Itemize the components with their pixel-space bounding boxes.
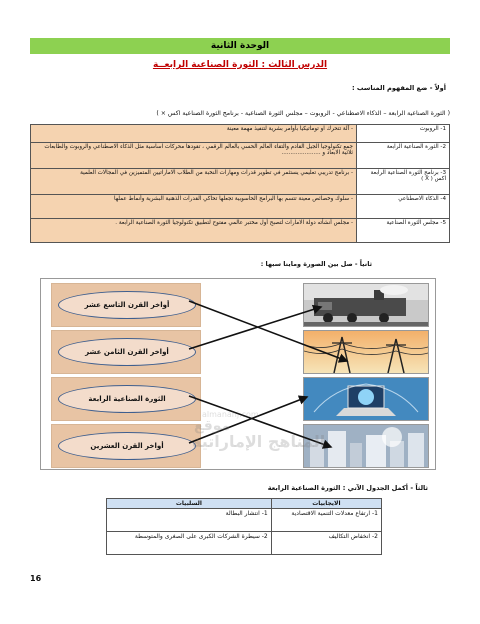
pros-cons-table — [106, 498, 382, 555]
word-bank: ( الثورة الصناعية الرابعة – الذكاء الاصطناعي - الروبوت – مجلس الثورة الصناعية - برنامج الثورة الصناعية اكس × ) — [156, 110, 450, 117]
table-row — [31, 125, 450, 143]
concept-definition: - آلة تتحرك او توماتيكيا بأوامر بشرية لتنفيذ مهمة معينة — [31, 125, 357, 143]
lesson-title: الدرس الثالث : الثورة الصناعية الرابعــة — [152, 60, 328, 70]
concept-term: 4- الذكاء الاصطناعي — [357, 195, 450, 219]
watermark-line1: موقع — [194, 418, 231, 434]
concept-term: 2- الثورة الصناعية الرابعة — [357, 143, 450, 169]
unit-title: الوحدة الثانية — [30, 38, 450, 54]
column-header-pros: الايجابيات — [271, 499, 381, 509]
table-row — [31, 169, 450, 195]
table-row — [107, 509, 382, 532]
section3-heading: ثالثاً - أكمل الجدول الآتي : الثورة الصناعية الرابعة — [267, 484, 428, 492]
table-header-row — [107, 499, 382, 509]
page-number: 16 — [30, 574, 42, 583]
concept-term: 5- مجلس الثورة الصناعية — [357, 219, 450, 243]
concept-definition: - مجلس أنشأته دولة الامارات لتصبح أول مختبر عالمي مفتوح لتطبيق تكنولوجيا الثورة الصناعية الرابعة . — [31, 219, 357, 243]
table-row — [107, 532, 382, 555]
pro-item: 1- ارتفاع معدلات التنمية الاقتصادية — [271, 509, 381, 532]
table-row — [31, 143, 450, 169]
concept-term: 1- الروبوت — [357, 125, 450, 143]
match-label[interactable]: أواخر القرن الثامن عشر — [58, 338, 196, 366]
column-header-cons: السلبيات — [107, 499, 272, 509]
table-row — [31, 195, 450, 219]
concept-term: 3- برنامج الثورة الصناعية الرابعة اكس ( X ) — [357, 169, 450, 195]
con-item: 1- انتشار البطالة — [107, 509, 272, 532]
match-label[interactable]: أواخر القرن العشرين — [58, 432, 196, 460]
concept-definition: - برنامج تدريبي تعليمي يستثمر في تطوير قدرات ومهارات النخبة من الطلاب الاماراتيين المتميزين في المجالات العلمية — [31, 169, 357, 195]
watermark-line2: المناهج الإماراتية — [192, 432, 326, 451]
section1-heading: أولاً - ضع المفهوم المناسب : — [351, 84, 446, 92]
match-label[interactable]: أواخر القرن التاسع عشر — [58, 291, 196, 319]
watermark-url: almanahj.com — [202, 410, 259, 419]
concept-definition: - سلوك وخصائص معينة تتسم بها البرامج الحاسوبية تجعلها تحاكي القدرات الذهنية البشرية وأنماط عملها — [31, 195, 357, 219]
worksheet-page — [24, 30, 456, 600]
section2-heading: ثانياً - صل بين الصورة وماينا سبها : — [260, 260, 372, 268]
con-item: 2- سيطرة الشركات الكبرى على الصغرى والمتوسطة — [107, 532, 272, 555]
table-row — [31, 219, 450, 243]
match-label[interactable]: الثورة الصناعية الرابعة — [58, 385, 196, 413]
pro-item: 2- انخفاض التكاليف — [271, 532, 381, 555]
concepts-table — [30, 124, 450, 243]
concept-definition: جمع تكنولوجيا الجيل القادم والتقاء العالم الحسي بالعالم الرقمي ، تقودها محركات اساسية مثل الذكاء الاصطناعي والروبوت والطابعات ثلاثية الابعاد و ...................... — [31, 143, 357, 169]
